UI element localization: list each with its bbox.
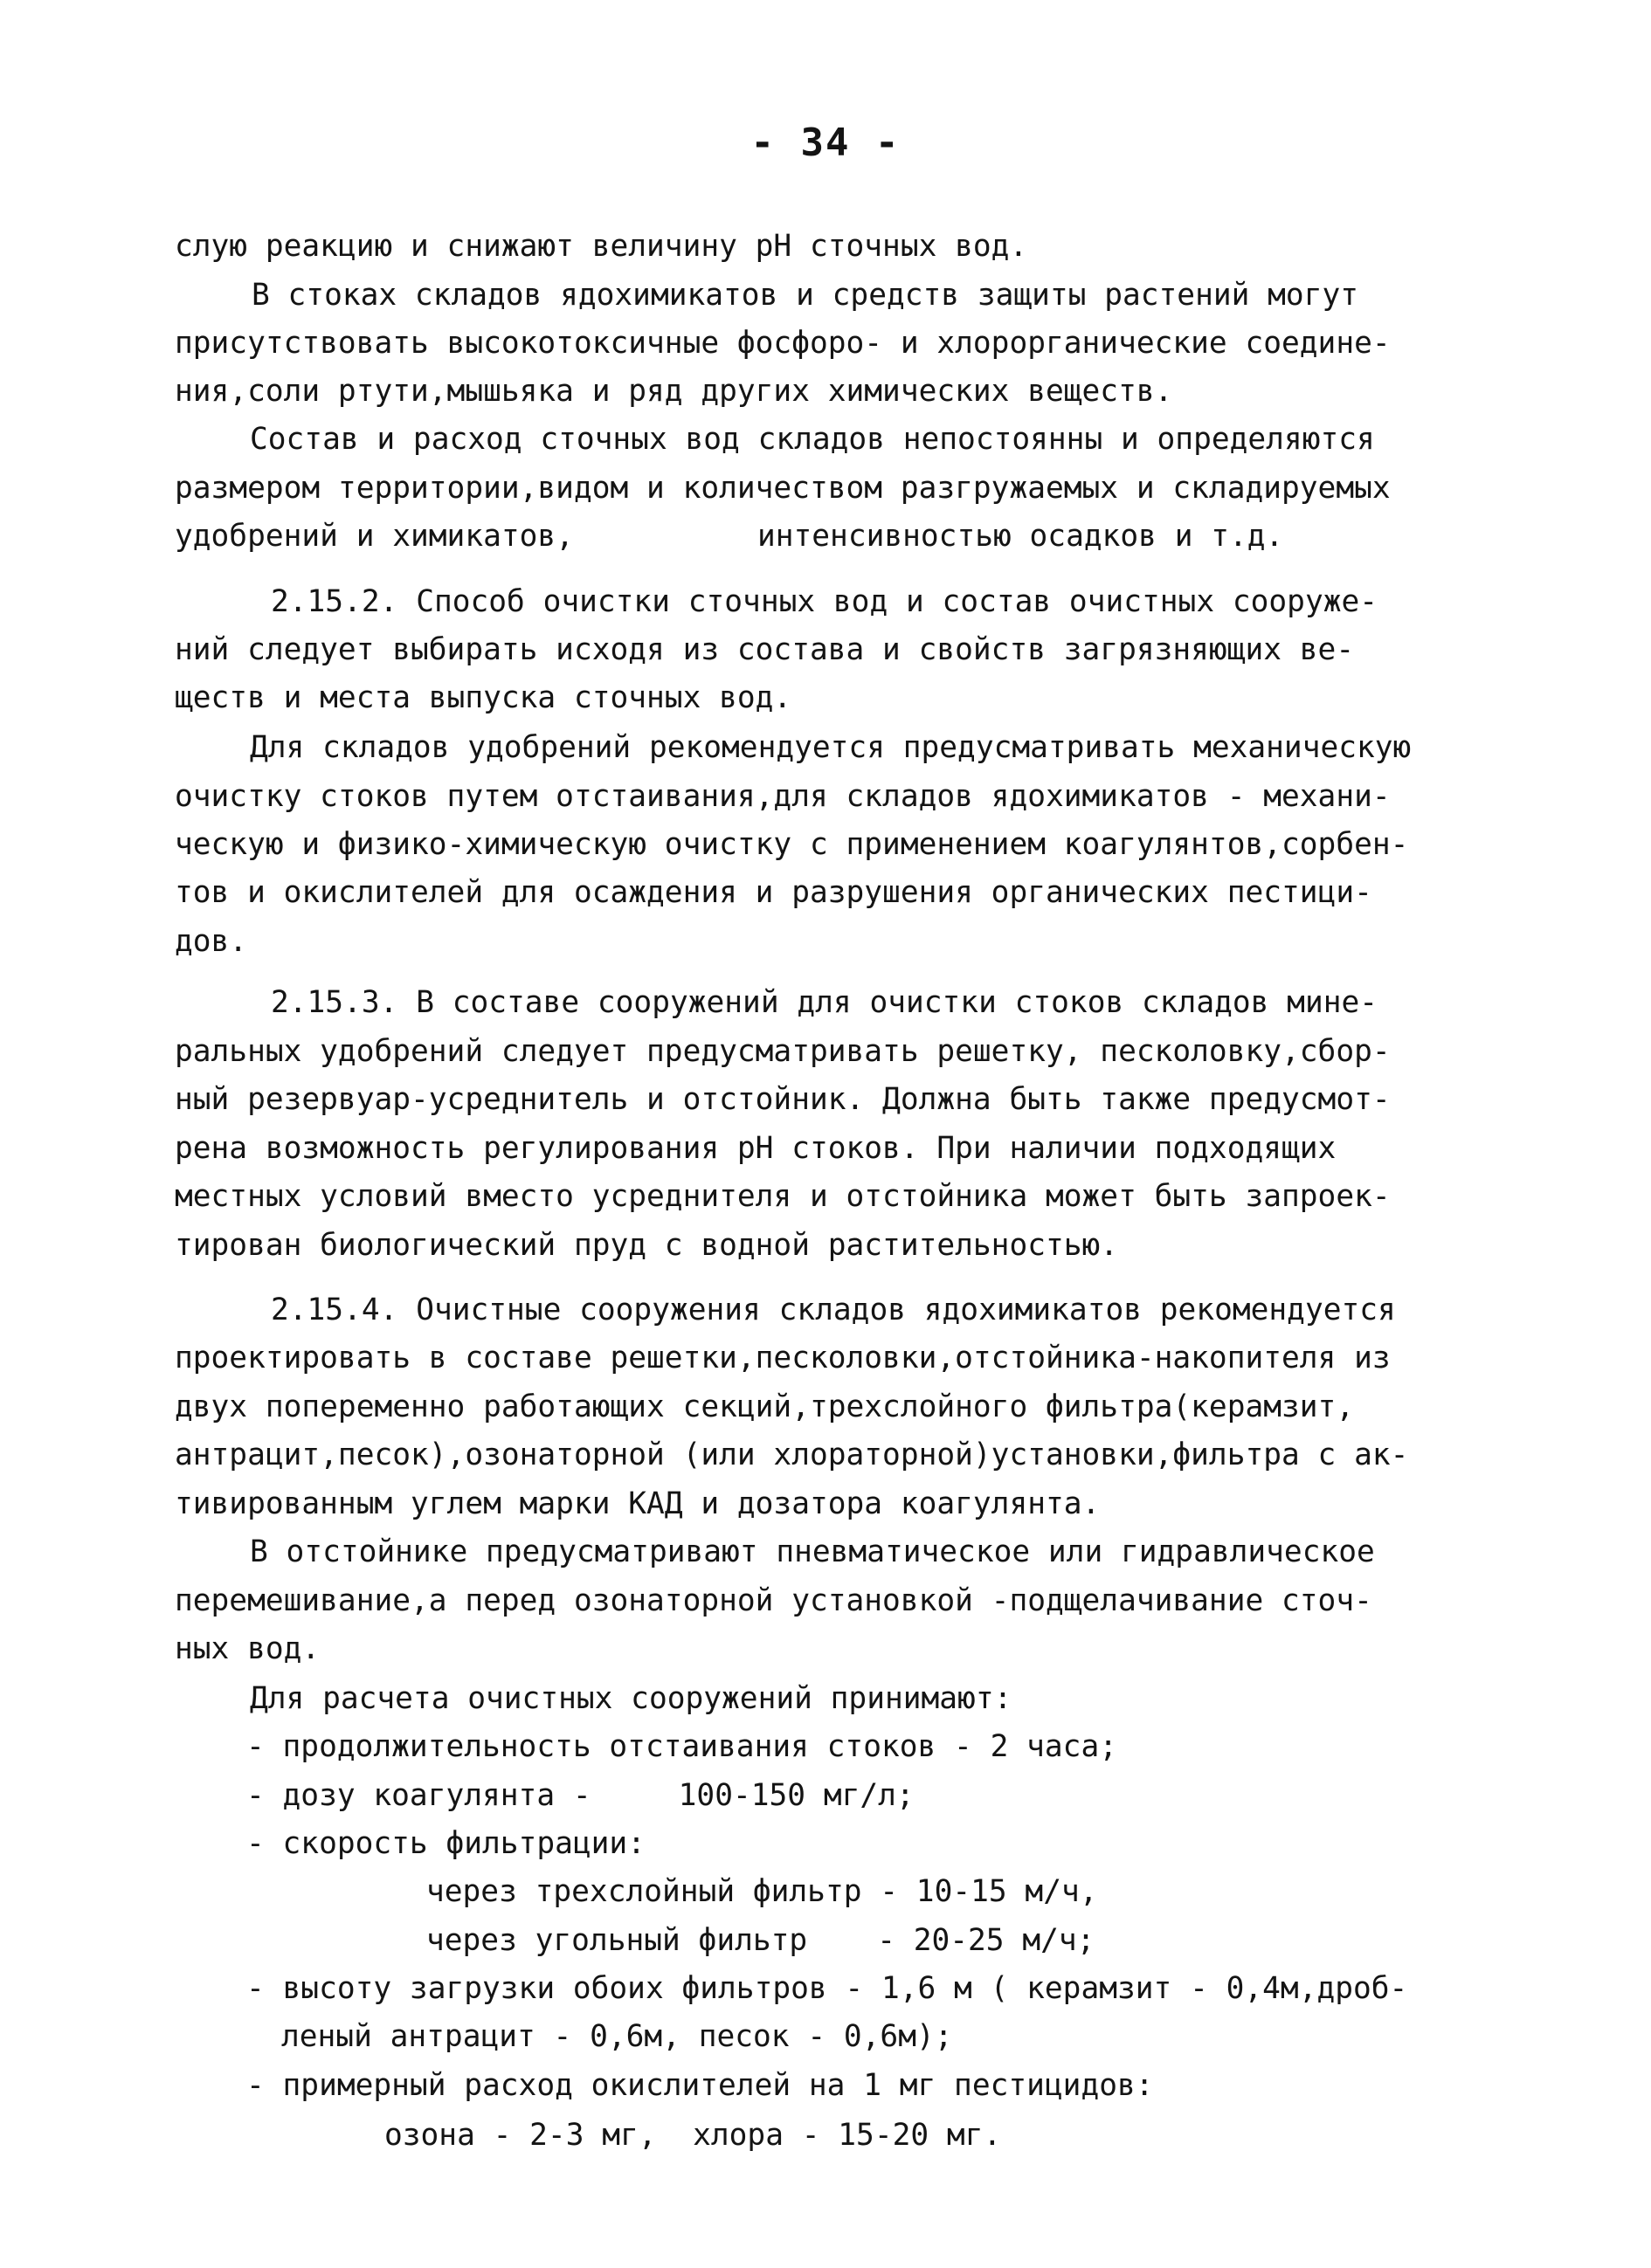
text-fragment: - дозу коагулянта - <box>246 1778 591 1813</box>
section-2-15-4-first-line <box>271 1289 1396 1331</box>
text-line: ный резервуар-усреднитель и отстойник. Должна быть также предусмот- <box>175 1082 1391 1117</box>
text-line: двух попеременно работающих секций,трехслойного фильтра(керамзит, <box>175 1389 1355 1424</box>
text-line: ных вод. <box>175 1631 321 1666</box>
text-line: местных условий вместо усреднителя и отстойника может быть запроек- <box>175 1179 1391 1214</box>
list-item: - примерный расход окислителей на 1 мг пестицидов: <box>246 2068 1154 2103</box>
text-line <box>175 515 1283 557</box>
section-number: 2.15.3. <box>271 985 398 1020</box>
text-line: ществ и места выпуска сточных вод. <box>175 680 792 715</box>
text-line: ральных удобрений следует предусматривать решетку, песколовку,сбор- <box>175 1034 1391 1069</box>
text-fragment: хлора - 15-20 мг. <box>693 2118 1002 2153</box>
list-item-continuation: леный антрацит - 0,6м, песок - 0,6м); <box>281 2019 953 2054</box>
text-fragment: В составе сооружений для очистки стоков складов мине- <box>416 985 1378 1020</box>
list-item: - высоту загрузки обоих фильтров - 1,6 м ( керамзит - 0,4м,дроб- <box>246 1971 1408 2006</box>
text-line: тивированным углем марки КАД и дозатора коагулянта. <box>175 1486 1101 1521</box>
list-subitem: через трехслойный фильтр - 10-15 м/ч, <box>426 1874 1098 1909</box>
text-line: размером территории,видом и количеством разгружаемых и складируемых <box>175 471 1391 506</box>
text-line: рена возможность регулирования рН стоков. При наличии подходящих <box>175 1131 1337 1166</box>
calc-intro: Для расчета очистных сооружений принимают: <box>250 1681 1012 1716</box>
list-subitem <box>384 2114 1001 2156</box>
text-fragment: озона - 2-3 мг, <box>384 2118 657 2153</box>
text-line: проектировать в составе решетки,песколовки,отстойника-накопителя из <box>175 1341 1391 1375</box>
page-number: - 34 - <box>750 121 901 165</box>
text-fragment: Способ очистки сточных вод и состав очистных сооруже- <box>416 584 1378 619</box>
text-fragment: - 20-25 м/ч; <box>877 1923 1095 1958</box>
text-line: антрацит,песок),озонаторной (или хлораторной)установки,фильтра с ак- <box>175 1437 1409 1472</box>
text-line: тов и окислителей для осаждения и разрушения органических пестици- <box>175 875 1372 910</box>
text-line: перемешивание,а перед озонаторной установкой -подщелачивание сточ- <box>175 1583 1372 1618</box>
text-line: очистку стоков путем отстаивания,для складов ядохимикатов - механи- <box>175 779 1391 814</box>
text-fragment: 100-150 мг/л; <box>678 1778 915 1813</box>
text-fragment: удобрений и химикатов, <box>175 519 574 554</box>
list-subitem <box>426 1920 1095 1961</box>
list-item <box>246 1775 915 1816</box>
list-item: - скорость фильтрации: <box>246 1826 646 1861</box>
section-2-15-3-first-line <box>271 982 1378 1024</box>
text-line: ния,соли ртути,мышьяка и ряд других химических веществ. <box>175 374 1173 409</box>
text-line: присутствовать высокотоксичные фосфоро- и хлорорганические соедине- <box>175 326 1391 361</box>
text-fragment: Очистные сооружения складов ядохимикатов рекомендуется <box>416 1293 1396 1327</box>
text-line: дов. <box>175 924 248 959</box>
text-line: Состав и расход сточных вод складов непостоянны и определяются <box>250 422 1375 457</box>
text-line: ческую и физико-химическую очистку с применением коагулянтов,сорбен- <box>175 827 1409 862</box>
text-line: тирован биологический пруд с водной растительностью. <box>175 1228 1119 1263</box>
text-fragment: интенсивностью осадков и т.д. <box>756 519 1284 554</box>
text-fragment: через угольный фильтр <box>426 1923 808 1958</box>
text-line: ний следует выбирать исходя из состава и свойств загрязняющих ве- <box>175 632 1355 667</box>
text-line: слую реакцию и снижают величину рН сточных вод. <box>175 229 1028 264</box>
text-line: В отстойнике предусматривают пневматическое или гидравлическое <box>250 1534 1375 1569</box>
list-item: - продолжительность отстаивания стоков - 2 часа; <box>246 1729 1117 1764</box>
section-2-15-2-first-line <box>271 581 1378 623</box>
section-number: 2.15.2. <box>271 584 398 619</box>
section-number: 2.15.4. <box>271 1293 398 1327</box>
text-line: Для складов удобрений рекомендуется предусматривать механическую <box>250 730 1412 765</box>
text-line: В стоках складов ядохимикатов и средств защиты растений могут <box>252 278 1359 313</box>
